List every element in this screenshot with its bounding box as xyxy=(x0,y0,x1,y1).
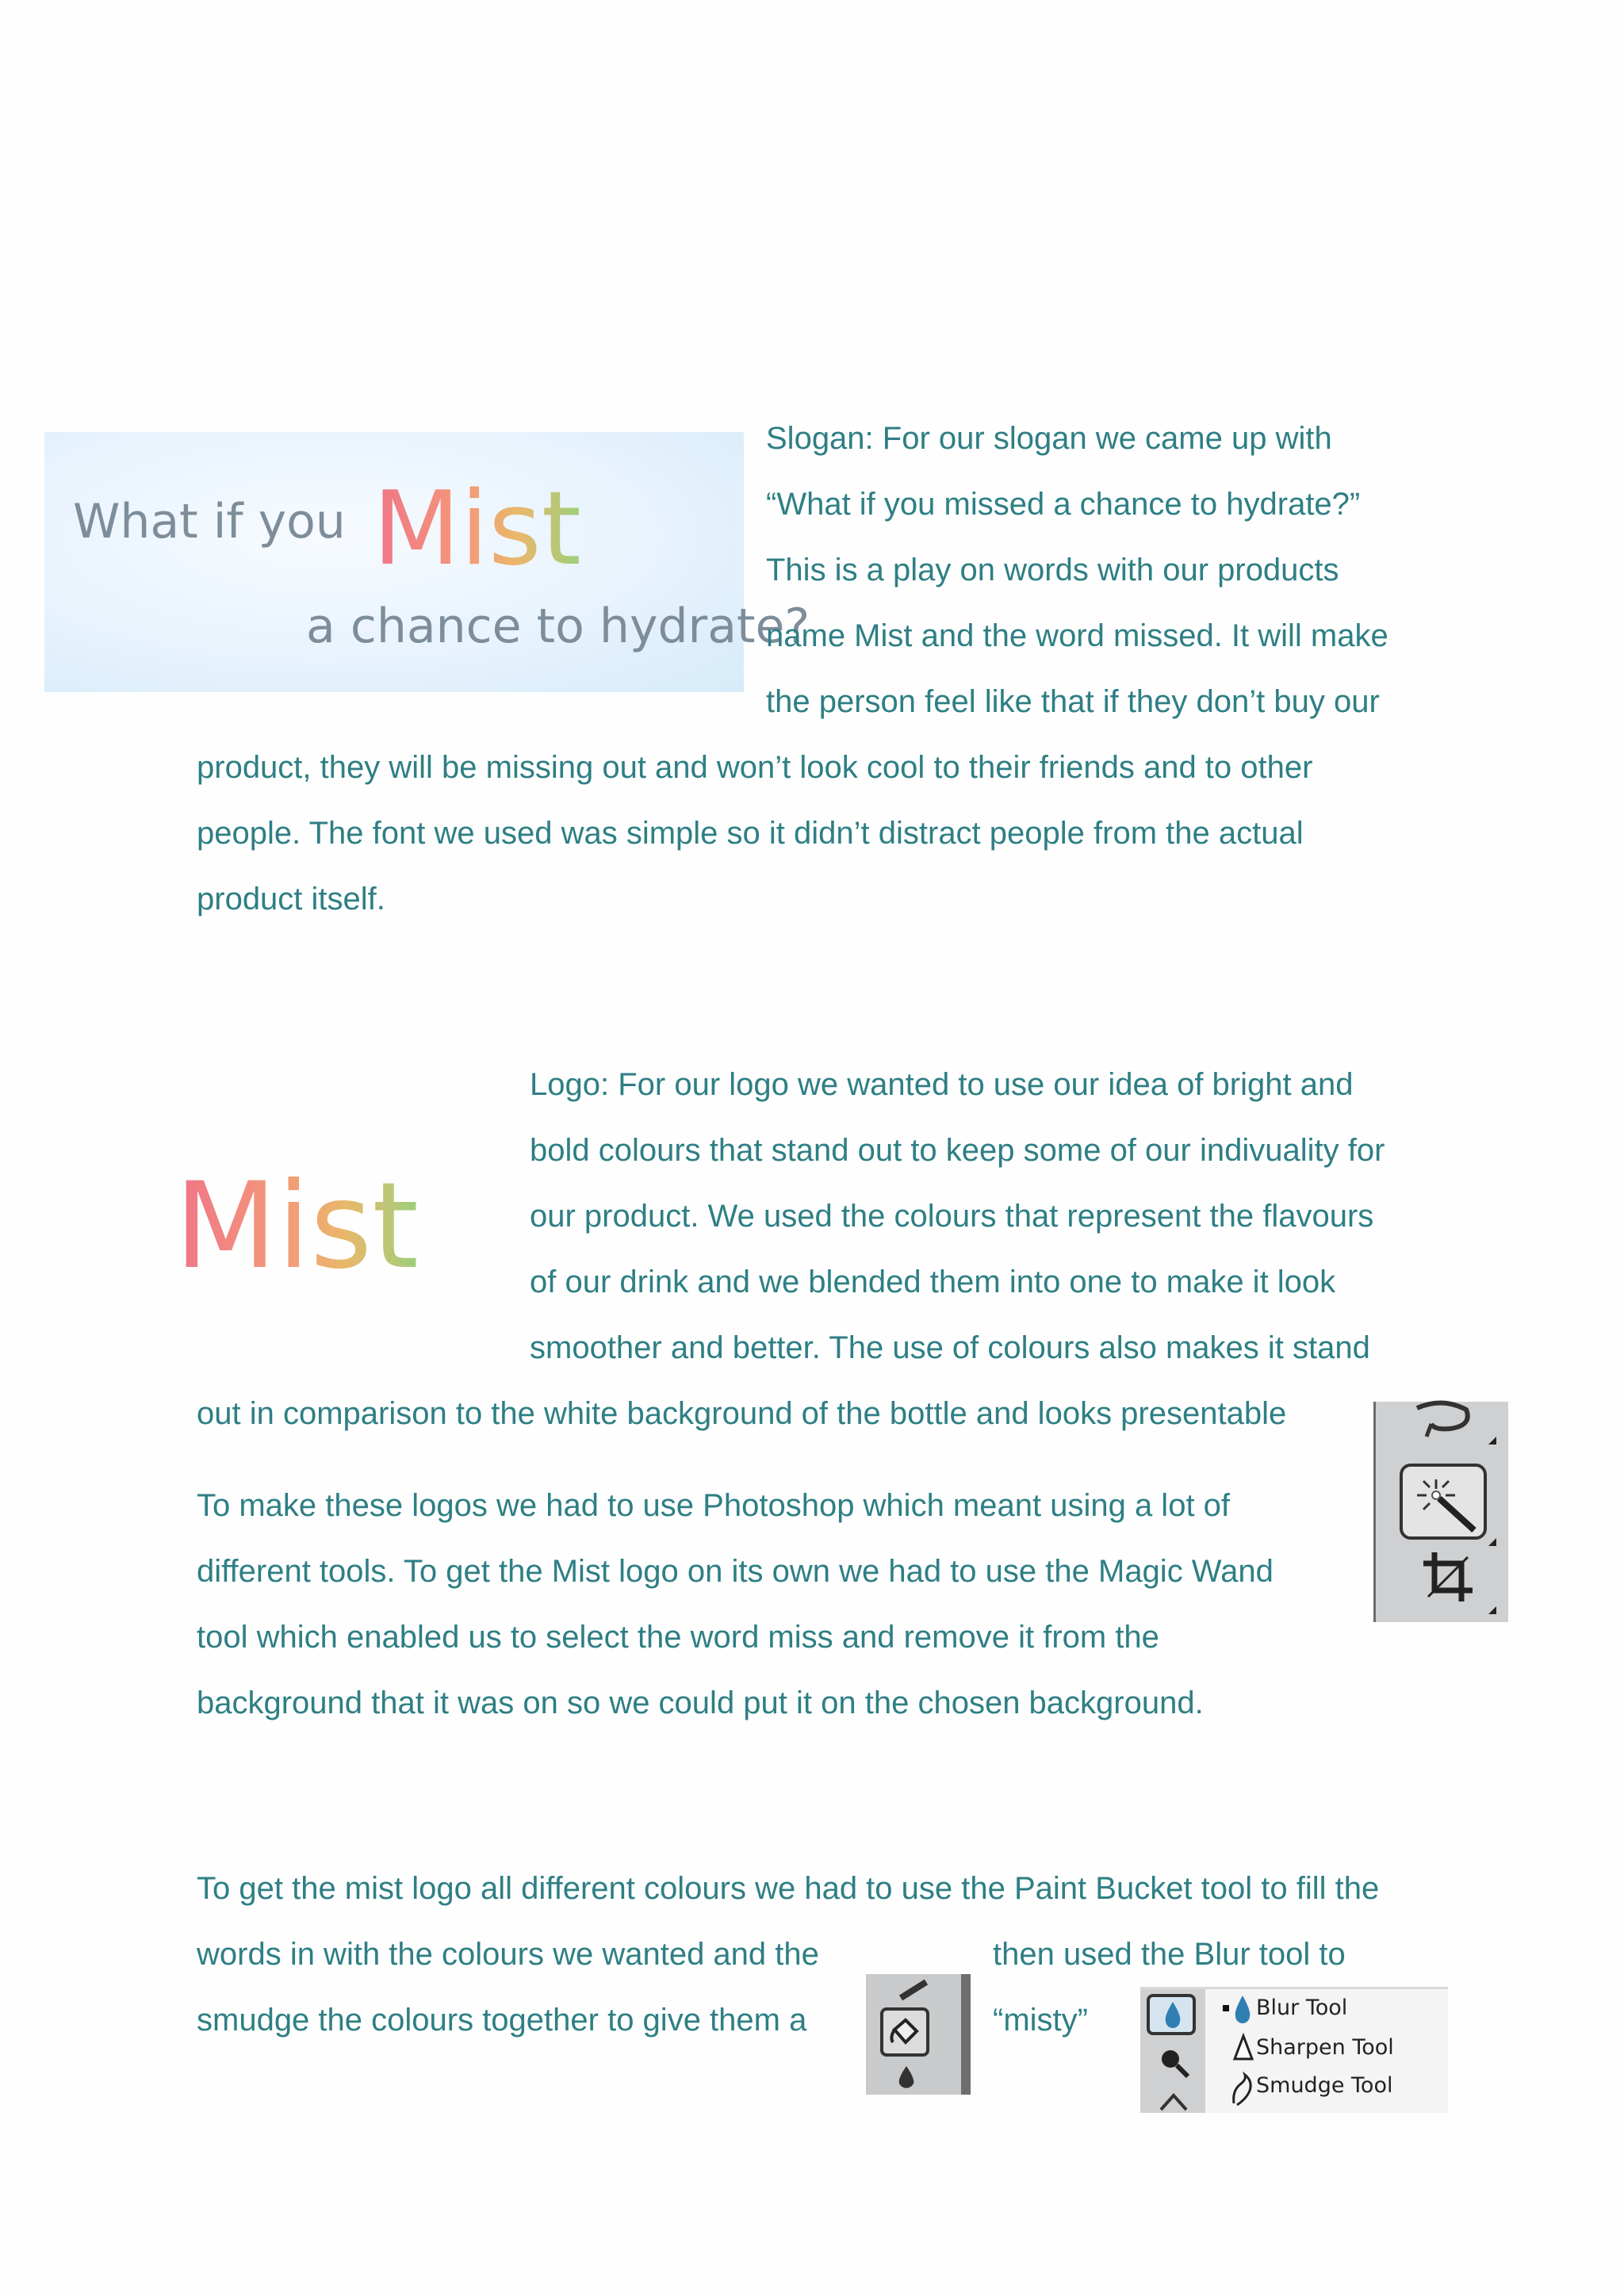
paint-bucket-tool xyxy=(880,2007,929,2057)
paint-bucket-icon xyxy=(887,2014,923,2050)
slogan-text-line: This is a play on words with our products xyxy=(766,553,1339,587)
slogan-text-line: product itself. xyxy=(197,882,385,916)
slogan-image xyxy=(44,432,810,692)
blur-drop-icon xyxy=(894,2064,918,2093)
sharpen-icon xyxy=(1232,2034,1254,2062)
slogan-text-line: product, they will be missing out and won’t look cool to their friends and to other xyxy=(197,750,1313,785)
colour-text-line: words in with the colours we wanted and the xyxy=(197,1937,819,1972)
slogan-text-line: people. The font we used was simple so it didn’t distract people from the actual xyxy=(197,816,1304,851)
logo-text-line: our product. We used the colours that represent the flavours xyxy=(530,1199,1374,1234)
smudge-icon xyxy=(1229,2072,1258,2107)
blur-drop-icon xyxy=(1232,1994,1253,2026)
logo-text-line: Logo: For our logo we wanted to use our idea of bright and xyxy=(530,1067,1354,1102)
colour-text-line: To get the mist logo all different colours we had to use the Paint Bucket tool to fill the xyxy=(197,1871,1380,1906)
slogan-image-line1: What if you xyxy=(73,494,346,549)
slogan-text-line: name Mist and the word missed. It will make xyxy=(766,618,1388,653)
photoshop-text-line: different tools. To get the Mist logo on its own we had to use the Magic Wand xyxy=(197,1554,1274,1589)
slogan-text-line: “What if you missed a chance to hydrate?” xyxy=(766,487,1361,522)
logo-text-line: out in comparison to the white background of the bottle and looks presentable xyxy=(197,1396,1287,1431)
paint-bucket-panel xyxy=(866,1974,971,2095)
photoshop-text-line: To make these logos we had to use Photoshop which meant using a lot of xyxy=(197,1488,1231,1523)
sharpen-tool-item[interactable]: Sharpen Tool xyxy=(1256,2035,1394,2060)
lasso-icon xyxy=(1411,1402,1474,1441)
slogan-text-line: the person feel like that if they don’t buy our xyxy=(766,684,1380,719)
logo-image xyxy=(174,1158,428,1300)
blur-tool-selected xyxy=(1147,1994,1196,2035)
blur-tool-menu xyxy=(1140,1987,1448,2113)
brush-icon xyxy=(898,1977,934,2001)
colour-text-line: then used the Blur tool to xyxy=(993,1937,1346,1972)
pen-icon xyxy=(1158,2091,1189,2113)
slogan-text-line: Slogan: For our slogan we came up with xyxy=(766,421,1332,456)
logo-image-brand: Mist xyxy=(174,1158,419,1295)
zoom-icon xyxy=(1156,2045,1191,2080)
logo-text-line: of our drink and we blended them into one to make it look xyxy=(530,1265,1336,1299)
blur-tool-item[interactable]: Blur Tool xyxy=(1256,1996,1348,2020)
photoshop-text-line: tool which enabled us to select the word miss and remove it from the xyxy=(197,1620,1159,1655)
photoshop-tool-panel xyxy=(1373,1402,1508,1622)
colour-text-line: smudge the colours together to give them a xyxy=(197,2003,807,2038)
crop-icon xyxy=(1420,1549,1476,1605)
colour-text-line: “misty” xyxy=(993,2003,1088,2038)
blur-drop-icon xyxy=(1162,2000,1183,2030)
logo-text-line: smoother and better. The use of colours also makes it stand xyxy=(530,1330,1370,1365)
tool-column xyxy=(1140,1989,1205,2113)
magic-wand-tool xyxy=(1400,1464,1487,1540)
slogan-image-line2: a chance to hydrate? xyxy=(306,599,810,654)
slogan-image-brand: Mist xyxy=(373,470,581,588)
logo-text-line: bold colours that stand out to keep some of our indivuality for xyxy=(530,1133,1385,1168)
magic-wand-icon xyxy=(1409,1471,1480,1535)
selected-bullet xyxy=(1223,2005,1229,2011)
smudge-tool-item[interactable]: Smudge Tool xyxy=(1256,2073,1393,2098)
photoshop-text-line: background that it was on so we could put it on the chosen background. xyxy=(197,1686,1204,1720)
